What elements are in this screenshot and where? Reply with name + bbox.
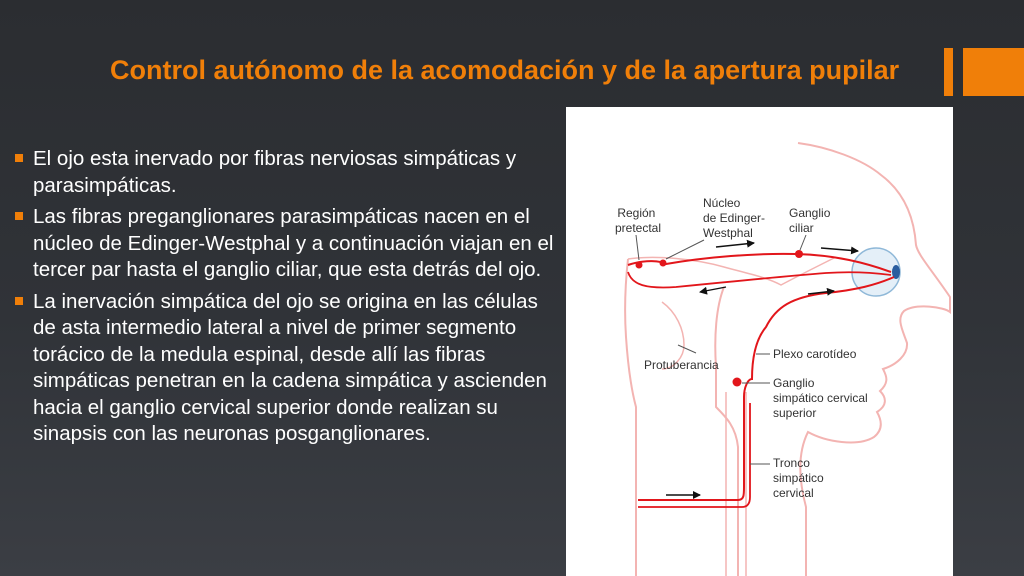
label-pointer	[800, 235, 806, 250]
pretectal-region-dot	[636, 262, 643, 269]
brainstem-outline	[625, 259, 738, 576]
label-ganglio-ciliar: Ganglio ciliar	[789, 206, 831, 235]
bullet-item-1	[14, 146, 559, 199]
square-bullet-icon	[15, 212, 23, 220]
edinger-westphal-nucleus-dot	[660, 260, 667, 267]
label-tronco-simpatico: Tronco simpático cervical	[773, 456, 824, 500]
decorative-bar-wide	[963, 48, 1024, 96]
label-pointer	[666, 240, 704, 259]
label-nucleo-edinger-westphal: Núcleo de Edinger- Westphal	[703, 196, 766, 240]
bullet-item-3	[14, 289, 559, 448]
bullet-text-3: La inervación simpática del ojo se origina en las células de asta intermedio lateral a nivel de primer segmento torácico de la medula espinal, desde allí las fibras simpáticas penetran en la cadena simpática y ascienden hacia el ganglio cervical superior donde realizan su sinapsis con las neuronas posganglionares.	[33, 289, 547, 445]
direction-arrow	[716, 243, 754, 247]
square-bullet-icon	[15, 297, 23, 305]
autonomic-pathway-diagram	[566, 107, 953, 576]
square-bullet-icon	[15, 154, 23, 162]
label-pointer	[678, 345, 696, 353]
anatomy-figure	[566, 107, 953, 576]
bullet-item-2	[14, 204, 559, 284]
ciliary-ganglion-dot	[795, 250, 803, 258]
label-pointer	[636, 235, 639, 260]
bullet-text-2: Las fibras preganglionares parasimpáticas nacen en el núcleo de Edinger-Westphal y a continuación viajan en el tercer par hasta el ganglio ciliar, que esta detrás del ojo.	[33, 205, 554, 281]
label-plexo-carotideo: Plexo carotídeo	[773, 347, 857, 361]
direction-arrow	[821, 248, 858, 251]
label-ganglio-cervical-superior: Ganglio simpático cervical superior	[773, 376, 868, 420]
slide-title: Control autónomo de la acomodación y de la apertura pupilar	[110, 55, 900, 85]
sympathetic-return	[638, 403, 750, 507]
decorative-bar-thin	[944, 48, 953, 96]
label-protuberancia: Protuberancia	[644, 358, 719, 372]
label-region-pretectal: Región pretectal	[614, 206, 662, 235]
bullet-list	[14, 146, 559, 453]
superior-cervical-ganglion-dot	[733, 378, 742, 387]
bullet-text-1: El ojo esta inervado por fibras nerviosas simpáticas y parasimpáticas.	[33, 147, 517, 197]
sympathetic-fiber	[638, 277, 894, 500]
